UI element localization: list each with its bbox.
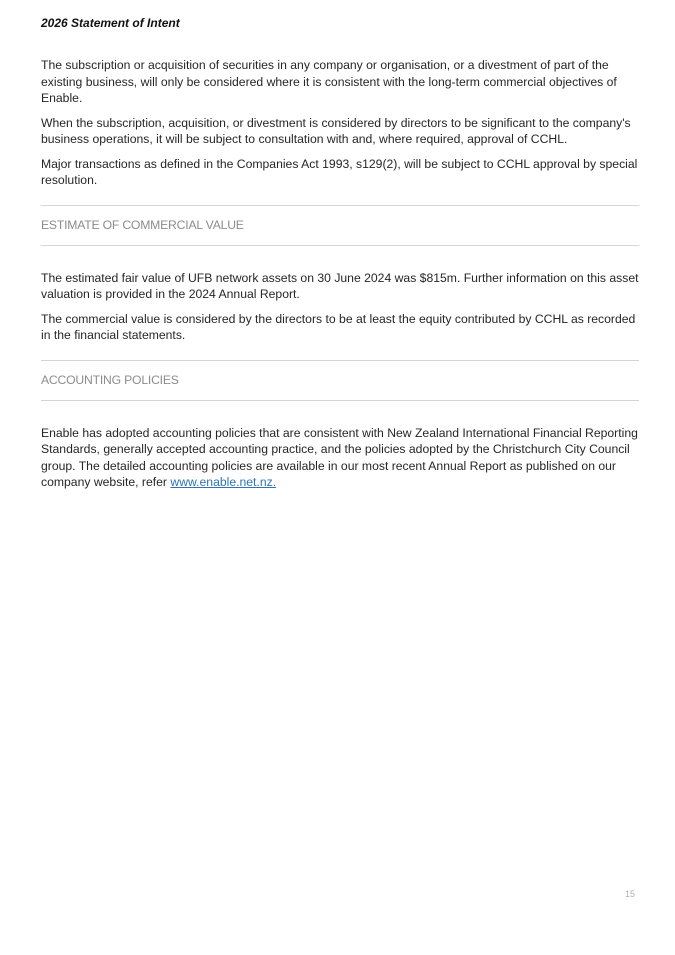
page-header-title: 2026 Statement of Intent: [41, 16, 180, 30]
intro-paragraph-3: Major transactions as defined in the Companies Act 1993, s129(2), will be subject to CCHL approval by special resolution.: [41, 156, 638, 187]
commercial-value-heading: ESTIMATE OF COMMERCIAL VALUE: [41, 218, 244, 232]
accounting-policies-text: Enable has adopted accounting policies that are consistent with New Zealand International Financial Reporting Standards, generally accepted accounting practice, and the policies adopted by the Christchurch City Council group. The detailed accounting policies are available in our most recent Annual Report as published on our company website, refer: [41, 425, 638, 489]
company-website-link[interactable]: www.enable.net.nz.: [170, 475, 277, 489]
accounting-policies-heading-block: [41, 360, 639, 401]
intro-paragraph-1: The subscription or acquisition of securities in any company or organisation, or a divestment of part of the existing business, will only be considered where it is consistent with the long-term commercial objectives of Enable.: [41, 58, 617, 105]
page-number: 15: [625, 889, 636, 899]
document-body: [41, 57, 639, 499]
commercial-value-paragraph-1: The estimated fair value of UFB network assets on 30 June 2024 was $815m. Further information on this asset valuation is provided in the 2024 Annual Report.: [41, 270, 639, 301]
commercial-value-heading-block: [41, 205, 639, 246]
intro-paragraph-2: When the subscription, acquisition, or divestment is considered by directors to be significant to the company's business operations, it will be subject to consultation with and, where required, approval of CCHL.: [41, 115, 631, 146]
accounting-policies-paragraph: [41, 425, 639, 491]
accounting-policies-heading: ACCOUNTING POLICIES: [41, 373, 179, 387]
commercial-value-paragraph-2: The commercial value is considered by the directors to be at least the equity contributed by CCHL as recorded in the financial statements.: [41, 311, 636, 342]
